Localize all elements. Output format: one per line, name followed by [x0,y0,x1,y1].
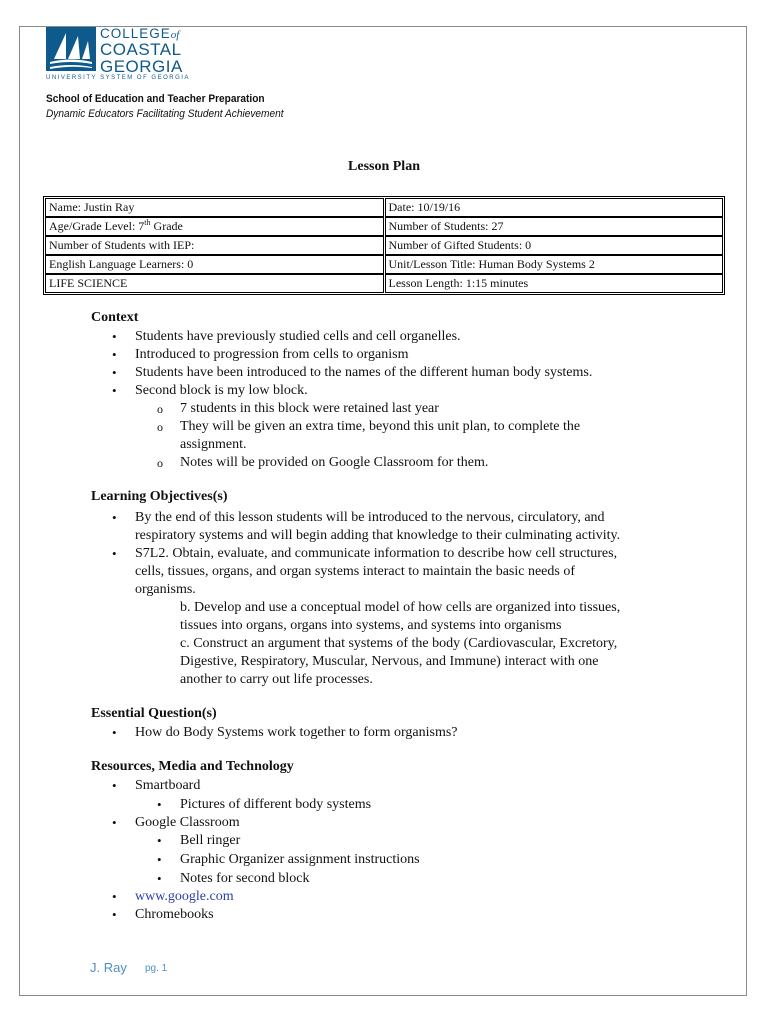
lesson-info-table [43,196,725,295]
list-item: How do Body Systems work together to form organisms? [135,725,458,740]
objective-line: cells, tissues, organs, and organ systems interact to maintain the basic needs of [135,564,575,579]
date-cell: Date: 10/19/16 [385,198,724,217]
objective-line: another to carry out life processes. [180,672,373,687]
sail-logo-icon [46,27,96,71]
objective-line: By the end of this lesson students will be introduced to the nervous, circulatory, and [135,510,605,525]
logo-college-text: COLLEGEof [100,26,180,41]
context-heading: Context [91,310,139,325]
bullet-icon: • [112,907,117,922]
bullet-icon: • [112,510,117,525]
logo-system-text: UNIVERSITY SYSTEM OF GEORGIA [46,75,190,81]
table-row [45,274,723,293]
list-item: Introduced to progression from cells to organism [135,347,409,362]
list-item: Students have been introduced to the names of the different human body systems. [135,365,593,380]
bullet-icon: • [112,889,117,904]
list-item: Bell ringer [180,833,241,848]
unit-title-cell: Unit/Lesson Title: Human Body Systems 2 [385,255,724,274]
bullet-icon: • [112,725,117,740]
num-students-cell: Number of Students: 27 [385,217,724,236]
circle-bullet-icon: o [157,402,163,416]
list-item: Pictures of different body systems [180,797,372,812]
bullet-icon: • [112,778,117,793]
objective-line: c. Construct an argument that systems of the body (Cardiovascular, Excretory, [180,636,618,651]
iep-cell: Number of Students with IEP: [45,236,384,255]
list-item: Smartboard [135,778,201,793]
resources-heading: Resources, Media and Technology [91,759,294,774]
list-item: Notes for second block [180,871,310,886]
objectives-heading: Learning Objectives(s) [91,489,228,504]
bullet-icon: • [157,852,162,867]
college-logo [46,27,206,85]
circle-bullet-icon: o [157,420,163,434]
table-row [45,255,723,274]
list-item: Notes will be provided on Google Classroom for them. [180,455,489,470]
lesson-length-cell: Lesson Length: 1:15 minutes [385,274,724,293]
list-item: 7 students in this block were retained last year [180,401,439,416]
logo-coastal-text: COASTAL [100,40,182,59]
name-cell: Name: Justin Ray [45,198,384,217]
bullet-icon: • [112,347,117,362]
objective-line: respiratory systems and will begin adding that knowledge to their culminating activity. [135,528,621,543]
grade-cell: Age/Grade Level: 7th Grade [45,217,384,236]
table-row [45,236,723,255]
bullet-icon: • [112,365,117,380]
ell-cell: English Language Learners: 0 [45,255,384,274]
bullet-icon: • [112,383,117,398]
school-name: School of Education and Teacher Preparation [46,93,265,105]
bullet-icon: • [157,871,162,886]
list-item: They will be given an extra time, beyond this unit plan, to complete the [180,419,581,434]
table-row [45,198,723,217]
bullet-icon: • [112,815,117,830]
page-number: pg. 1 [145,963,168,974]
objective-line: Digestive, Respiratory, Muscular, Nervous, and Immune) interact with one [180,654,599,669]
essential-heading: Essential Question(s) [91,706,217,721]
objective-line: S7L2. Obtain, evaluate, and communicate information to describe how cell structures, [135,546,618,561]
logo-georgia-text: GEORGIA [100,57,183,76]
bullet-icon: • [112,546,117,561]
page-title: Lesson Plan [348,159,420,174]
list-item-continuation: assignment. [180,437,247,452]
school-tagline: Dynamic Educators Facilitating Student Achievement [46,108,284,120]
gifted-cell: Number of Gifted Students: 0 [385,236,724,255]
objective-line: b. Develop and use a conceptual model of how cells are organized into tissues, [180,600,621,615]
subject-cell: LIFE SCIENCE [45,274,384,293]
list-item: Graphic Organizer assignment instructions [180,852,420,867]
bullet-icon: • [112,329,117,344]
footer-author: J. Ray [90,960,127,975]
bullet-icon: • [157,833,162,848]
bullet-icon: • [157,797,162,812]
list-item: Students have previously studied cells and cell organelles. [135,329,461,344]
list-item: Google Classroom [135,815,240,830]
list-item: Second block is my low block. [135,383,308,398]
list-item: Chromebooks [135,907,214,922]
table-row [45,217,723,236]
circle-bullet-icon: o [157,456,163,470]
objective-line: tissues into organs, organs into systems, and systems into organisms [180,618,562,633]
google-link[interactable]: www.google.com [135,889,234,904]
objective-line: organisms. [135,582,196,597]
